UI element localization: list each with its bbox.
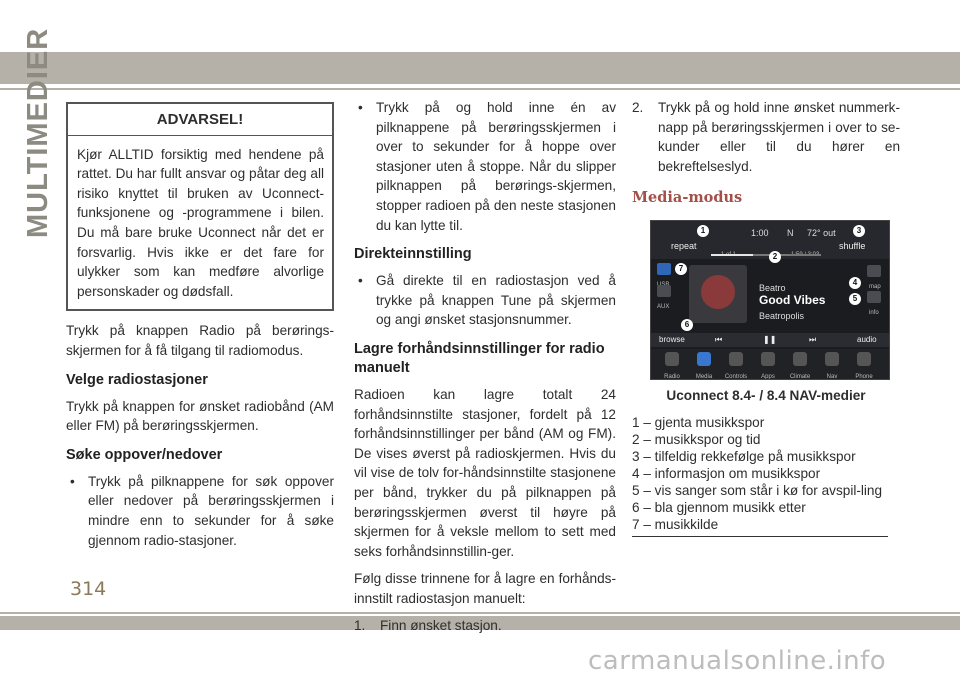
radio-icon	[665, 352, 679, 366]
warning-title: ADVARSEL!	[68, 104, 332, 136]
header-band	[0, 52, 960, 84]
nav-controls[interactable]: Controls	[721, 349, 751, 380]
callout-legend	[632, 414, 900, 537]
song-title: Good Vibes	[759, 292, 826, 307]
legend-item: 7 – musikkilde	[632, 516, 719, 532]
legend-item: 2 – musikkspor og tid	[632, 431, 761, 447]
aux-icon[interactable]	[657, 285, 671, 297]
warning-text: Kjør ALLTID forsiktig med hendene på rattet. Du har fullt ansvar og påtar deg all risiko knyttet til bruken av Uconnect-funksjonene og -programmene i bilen. Du må bare bruke Uconnect når det er forsvarlig. Hvis ikke er det fare for ulykker som kan medføre alvorlige personskader og dødsfall.	[77, 146, 324, 299]
callout-1: 1	[697, 225, 709, 237]
map-icon[interactable]	[867, 265, 881, 277]
usb-icon[interactable]	[657, 263, 671, 275]
column-1	[66, 98, 334, 556]
uconnect-media-screen	[650, 220, 890, 380]
column-2	[354, 98, 616, 644]
step-2-text: Trykk på og hold inne ønsket nummerk-napp på berøringsskjermen i over to se-kunder eller til du hører en bekreftelseslyd.	[658, 100, 900, 174]
step-1-number: 1.	[354, 618, 366, 634]
column-3	[632, 98, 900, 537]
browse-button[interactable]: browse	[659, 334, 685, 344]
controls-icon	[729, 352, 743, 366]
radio-intro: Trykk på knappen Radio på berørings-skjermen for å få tilgang til radiomodus.	[66, 323, 334, 358]
repeat-button[interactable]: repeat	[671, 240, 697, 251]
heading-direct-tuning: Direkteinnstilling	[354, 246, 472, 263]
select-stations-text: Trykk på knappen for ønsket radiobånd (AM eller FM) på berøringsskjermen.	[66, 398, 334, 434]
callout-4: 4	[849, 277, 861, 289]
warning-box	[66, 102, 334, 311]
navigation-icon	[825, 352, 839, 366]
nav-nav[interactable]: Nav	[817, 349, 847, 380]
callout-6: 6	[681, 319, 693, 331]
page-number: 314	[70, 578, 107, 600]
seek-bullet: • Trykk på pilknappene for søk oppover eller nedover på berøringsskjermen i mindre enn to sekunder for å søke gjennom radio-stasjoner.	[66, 472, 334, 550]
heading-media-mode: Media-modus	[632, 189, 743, 207]
step-1-text: Finn ønsket stasjon.	[380, 618, 502, 634]
hold-arrow-bullet: • Trykk på og hold inne én av pilknappene på berøringsskjermen i over to sekunder for å hoppe over stasjoner uten å stoppe. Når du slipper pilknappen på berørings-skjermen, stopper radioen på den neste stasjonen du kan lytte til.	[354, 98, 616, 235]
info-label: info	[869, 309, 879, 316]
nav-radio[interactable]: Radio	[657, 349, 687, 380]
legend-item: 6 – bla gjennom musikk etter	[632, 499, 806, 515]
heading-select-stations: Velge radiostasjoner	[66, 371, 208, 388]
heading-seek: Søke oppover/nedover	[66, 446, 223, 463]
callout-7: 7	[675, 263, 687, 275]
legend-item: 1 – gjenta musikkspor	[632, 414, 765, 430]
screen-caption: Uconnect 8.4- / 8.4 NAV-medier	[666, 387, 866, 403]
direct-tuning-bullet: • Gå direkte til en radiostasjon ved å trykke på knappen Tune på skjermen og angi ønsket stasjonsnummer.	[354, 271, 616, 330]
nav-apps[interactable]: Apps	[753, 349, 783, 380]
phone-icon	[857, 352, 871, 366]
nav-climate[interactable]: Climate	[785, 349, 815, 380]
album-art	[689, 265, 747, 323]
media-icon	[697, 352, 711, 366]
heading-save-presets: Lagre forhåndsinnstillinger for radio manuelt	[354, 340, 605, 376]
nav-media[interactable]: Media	[689, 349, 719, 380]
clock: 1:00	[751, 227, 769, 238]
aux-label: AUX	[657, 303, 670, 310]
next-track-icon[interactable]: ⏭	[809, 334, 817, 344]
callout-5: 5	[849, 293, 861, 305]
compass: N	[787, 227, 794, 238]
climate-icon	[793, 352, 807, 366]
previous-track-icon[interactable]: ⏮	[715, 334, 723, 344]
section-title: MULTIMEDIER	[22, 27, 54, 238]
outside-temp: 72° out	[807, 227, 836, 238]
legend-item: 4 – informasjon om musikkspor	[632, 465, 821, 481]
track-progress[interactable]	[711, 254, 821, 256]
steps-intro: Følg disse trinnene for å lagre en forhånds-innstilt radiostasjon manuelt:	[354, 571, 616, 606]
track-progress-fill	[711, 254, 753, 256]
pause-icon[interactable]: ❚❚	[763, 334, 777, 344]
nav-phone[interactable]: Phone	[849, 349, 879, 380]
legend-item: 5 – vis sanger som står i kø for avspil-ling	[632, 482, 883, 498]
callout-3: 3	[853, 225, 865, 237]
map-label: map	[869, 283, 881, 290]
step-2	[632, 98, 900, 176]
step-1	[354, 616, 616, 636]
audio-button[interactable]: audio	[857, 334, 877, 344]
info-icon[interactable]	[867, 291, 881, 303]
legend-divider	[632, 536, 888, 537]
step-2-number: 2.	[632, 100, 644, 115]
legend-item: 3 – tilfeldig rekkefølge på musikkspor	[632, 448, 856, 464]
watermark: carmanualsonline.info	[588, 646, 887, 676]
presets-text: Radioen kan lagre totalt 24 forhåndsinnstilte stasjoner, fordelt på 12 forhåndsinnstillinger per bånd (AM og FM). De vises øverst på radioskjermen. Hvis du vil vise de tolv for-håndsinnstilte stasjonene per bånd, trykker du på pilknappen på berøringsskjermen øverst til høyre på skjermen for å veksle mellom to sett med seks forhåndsinnstillin-ger.	[354, 386, 616, 559]
artist-name: Beatro	[759, 282, 786, 293]
callout-2: 2	[769, 251, 781, 263]
apps-icon	[761, 352, 775, 366]
album-name: Beatropolis	[759, 310, 805, 321]
shuffle-button[interactable]: shuffle	[839, 240, 866, 251]
